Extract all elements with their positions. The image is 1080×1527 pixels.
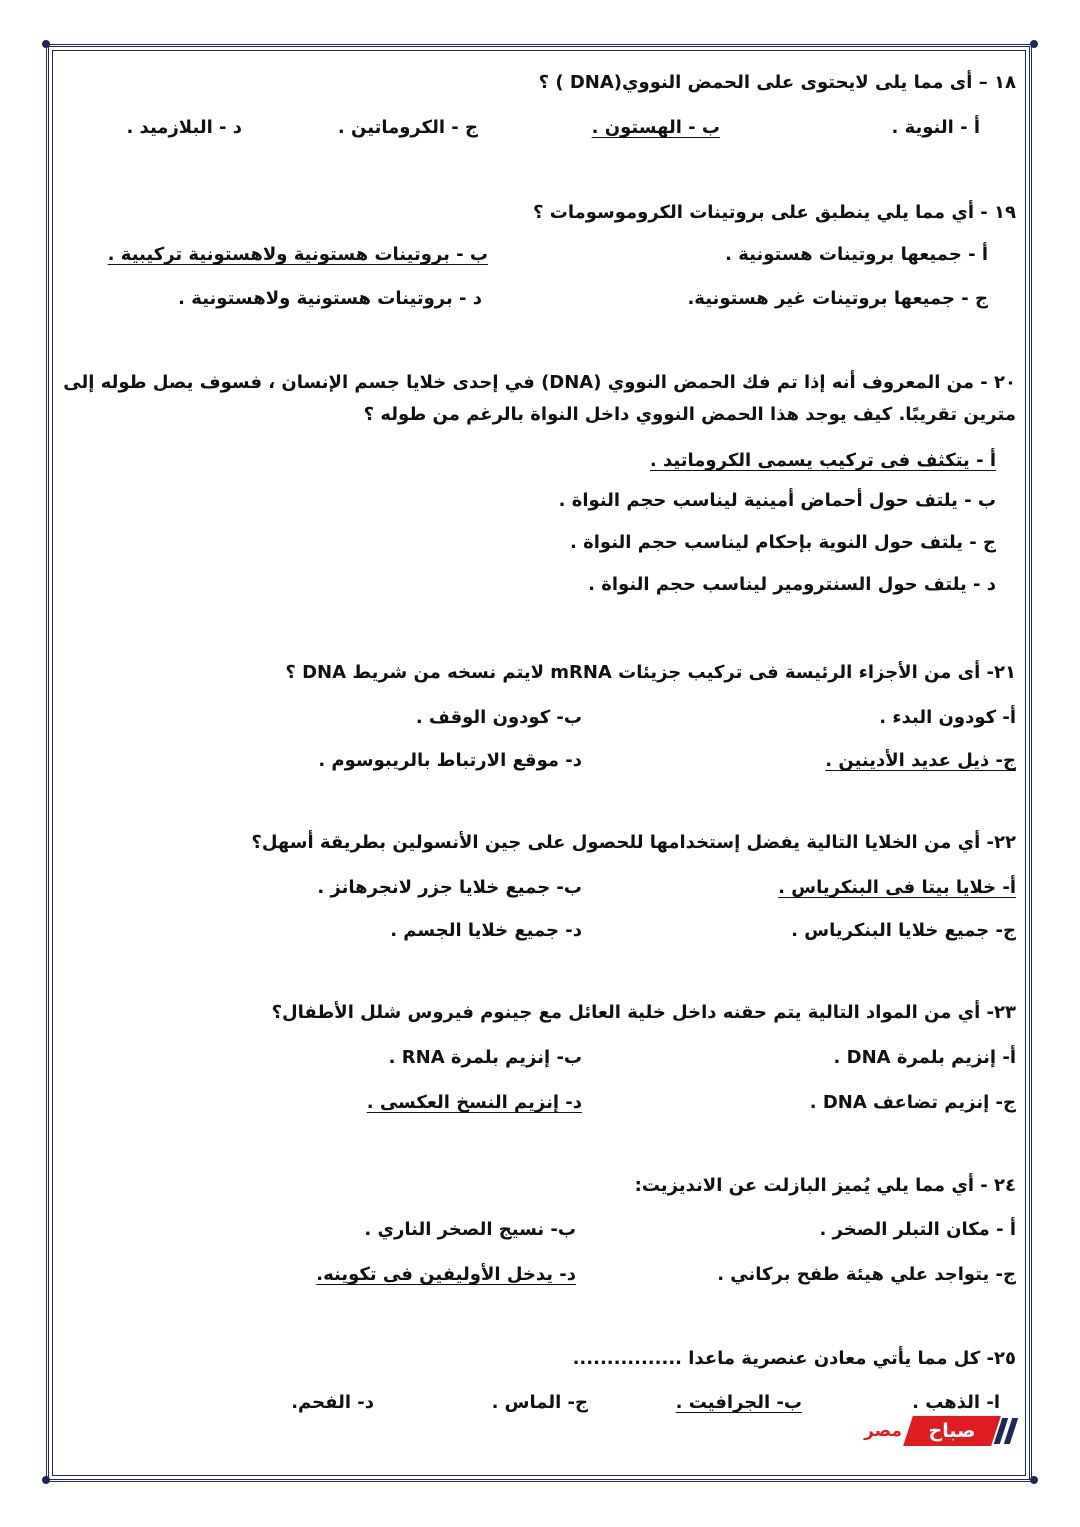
question-20-option-b-row	[0, 486, 1080, 516]
option-c: ج - جميعها بروتينات غير هستونية.	[687, 288, 988, 309]
option-b: ب - بروتينات هستونية ولاهستونية تركيبية .	[107, 244, 488, 265]
question-20-option-a-row	[0, 446, 1080, 476]
logo-red-block	[903, 1416, 1001, 1446]
question-22-stem: ٢٢- أي من الخلايا التالية يفضل إستخدامها للحصول على جين الأنسولين بطريقة أسهل؟	[251, 832, 1016, 853]
option-c: ج- الماس .	[491, 1392, 588, 1413]
corner-dot	[1030, 1476, 1038, 1484]
option-c: ج - يلتف حول النوية بإحكام ليناسب حجم النواة .	[570, 532, 996, 553]
question-18-stem: ١٨ – أى مما يلى لايحتوى على الحمض النووي(DNA ) ؟	[538, 72, 1016, 93]
question-25-options	[0, 1388, 1080, 1418]
question-23-stem: ٢٣- أي من المواد التالية يتم حقنه داخل خلية العائل مع جينوم فيروس شلل الأطفال؟	[271, 1002, 1016, 1023]
question-21-stem: ٢١- أى من الأجزاء الرئيسة فى تركيب جزيئات mRNA لايتم نسخه من شريط DNA ؟	[285, 662, 1016, 683]
question-19-stem: ١٩ - أي مما يلي ينطبق على بروتينات الكروموسومات ؟	[533, 202, 1016, 223]
option-b: ب - الهستون .	[591, 117, 720, 138]
option-d: د- إنزيم النسخ العكسى .	[366, 1092, 582, 1113]
option-a: أ - مكان التبلر الصخر .	[819, 1219, 1016, 1240]
question-22-options	[0, 873, 1080, 903]
option-b: ب- نسيج الصخر الناري .	[364, 1219, 576, 1240]
question-22-options-row2	[0, 916, 1080, 946]
option-b: ب - يلتف حول أحماض أمينية ليناسب حجم النواة .	[558, 490, 996, 511]
question-23-options	[0, 1043, 1080, 1073]
corner-dot	[42, 40, 50, 48]
question-18-options	[0, 113, 1080, 143]
corner-dot	[42, 1476, 50, 1484]
option-d: د- موقع الارتباط بالريبوسوم .	[318, 750, 582, 771]
option-a: أ - جميعها بروتينات هستونية .	[725, 244, 988, 265]
option-d: د - بروتينات هستونية ولاهستونية .	[178, 288, 482, 309]
option-c: ج- يتواجد علي هيئة طفح بركاني .	[717, 1264, 1016, 1285]
option-d: د- جميع خلايا الجسم .	[390, 920, 582, 941]
option-a: أ- إنزيم بلمرة DNA .	[833, 1047, 1016, 1068]
question-19-options-row2	[0, 284, 1080, 314]
option-c: ج- جميع خلايا البنكرياس .	[791, 920, 1016, 941]
option-b: ب- جميع خلايا جزر لانجرهانز .	[317, 877, 582, 898]
logo-red-text: صباح	[928, 1420, 976, 1442]
question-24-options	[0, 1215, 1080, 1245]
question-20-stem-line1: ٢٠ - من المعروف أنه إذا تم فك الحمض النووي (DNA) في إحدى خلايا جسم الإنسان ، فسوف يصل طوله إلى	[63, 372, 1016, 393]
question-21-options-row2	[0, 746, 1080, 776]
option-b: ب- الجرافيت .	[675, 1392, 802, 1413]
question-20-stem-line2: مترين تقريبًا. كيف يوجد هذا الحمض النووي داخل النواة بالرغم من طوله ؟	[363, 404, 1016, 425]
option-b: ب- إنزيم بلمرة RNA .	[388, 1047, 582, 1068]
question-20-option-c-row	[0, 528, 1080, 558]
question-19-options	[0, 240, 1080, 270]
question-23-options-row2	[0, 1088, 1080, 1118]
option-c: ج- إنزيم تضاعف DNA .	[809, 1092, 1016, 1113]
option-d: د - يلتف حول السنترومير ليناسب حجم النواة .	[588, 574, 996, 595]
question-25-stem: ٢٥- كل مما يأتي معادن عنصرية ماعدا ................	[572, 1348, 1016, 1369]
corner-dot	[1030, 40, 1038, 48]
question-24-stem: ٢٤ - أي مما يلي يُميز البازلت عن الانديزيت:	[634, 1175, 1016, 1196]
option-a: ا- الذهب .	[912, 1392, 1000, 1413]
option-d: د- الفحم.	[291, 1392, 374, 1413]
option-d: د - البلازميد .	[126, 117, 242, 138]
option-a: أ- خلايا بيتا فى البنكرياس .	[778, 877, 1016, 898]
question-20-option-d-row	[0, 570, 1080, 600]
option-b: ب- كودون الوقف .	[415, 707, 582, 728]
logo-dark-text: مصر	[864, 1421, 902, 1441]
option-c: ج- ذيل عديد الأدينين .	[825, 750, 1016, 771]
question-21-options	[0, 703, 1080, 733]
option-a: أ - النوية .	[891, 117, 980, 138]
sabah-masr-logo	[858, 1416, 1026, 1446]
option-a: أ - يتكثف فى تركيب يسمى الكروماتيد .	[649, 450, 996, 471]
option-a: أ- كودون البدء .	[879, 707, 1016, 728]
question-24-options-row2	[0, 1260, 1080, 1290]
option-c: ج - الكروماتين .	[337, 117, 478, 138]
option-d: د- يدخل الأوليفين فى تكوينه.	[316, 1264, 576, 1285]
